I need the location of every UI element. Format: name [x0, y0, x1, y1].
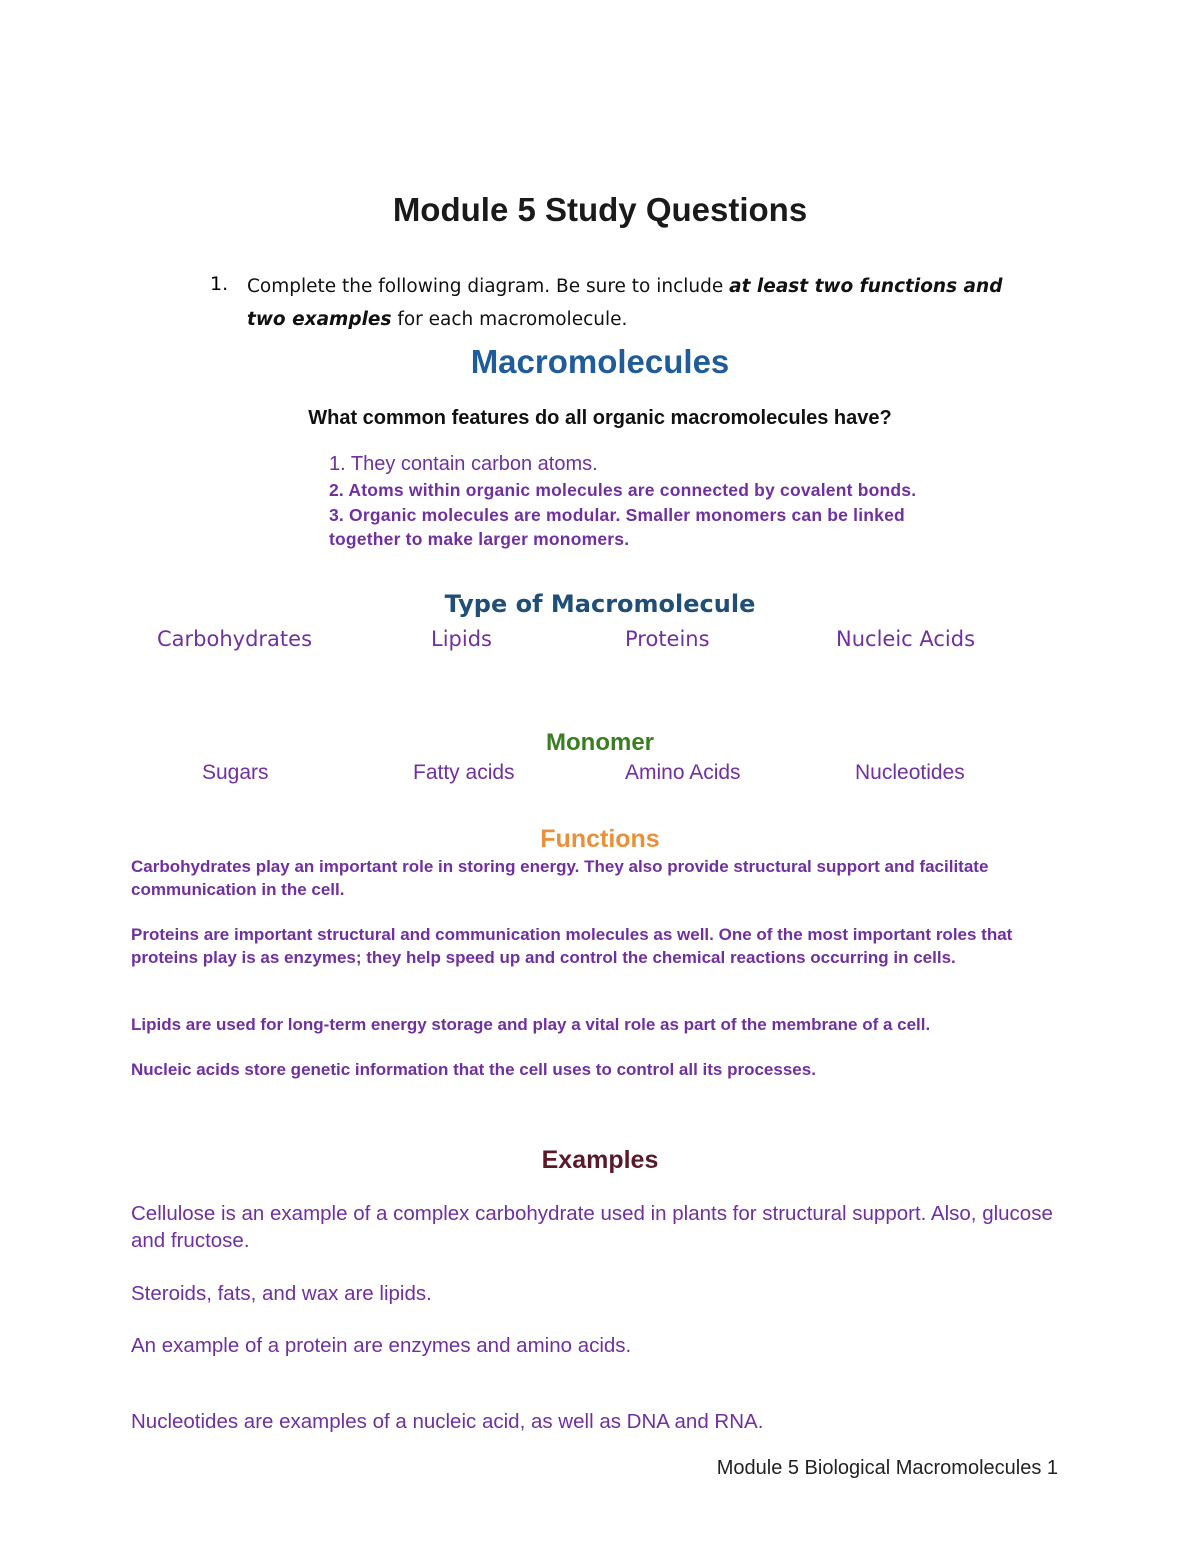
functions-heading: Functions [540, 825, 660, 853]
question-text [247, 270, 1047, 336]
monomer-amino-acids: Amino Acids [625, 761, 741, 784]
feature-item: 1. They contain carbon atoms. [329, 453, 598, 475]
question-emphasis-a: at least two functions and [729, 276, 1003, 297]
type-carbohydrates: Carbohydrates [157, 627, 313, 651]
function-carbohydrates: Carbohydrates play an important role in storing energy. They also provide structural support and facilitate communication in the cell. [131, 857, 989, 899]
common-features-question: What common features do all organic macromolecules have? [308, 407, 892, 429]
example-nucleic-acids: Nucleotides are examples of a nucleic acid, as well as DNA and RNA. [131, 1410, 764, 1433]
type-proteins: Proteins [625, 627, 710, 651]
function-lipids: Lipids are used for long-term energy storage and play a vital role as part of the membrane of a cell. [131, 1015, 931, 1034]
page-footer: Module 5 Biological Macromolecules 1 [716, 1457, 1058, 1479]
question-text-a: Complete the following diagram. Be sure to include [247, 276, 730, 297]
monomer-heading: Monomer [546, 729, 654, 756]
page-title: Module 5 Study Questions [392, 191, 808, 228]
example-proteins: An example of a protein are enzymes and amino acids. [131, 1334, 632, 1357]
type-heading: Type of Macromolecule [444, 590, 756, 618]
feature-item: 2. Atoms within organic molecules are connected by covalent bonds. [329, 480, 917, 500]
example-carbohydrates: Cellulose is an example of a complex carbohydrate used in plants for structural support. Also, glucose and fructose. [131, 1202, 1053, 1252]
example-lipids: Steroids, fats, and wax are lipids. [131, 1282, 432, 1305]
type-nucleic-acids: Nucleic Acids [836, 627, 976, 651]
question-number: 1. [210, 273, 229, 295]
question-text-b: for each macromolecule. [391, 309, 628, 330]
examples-heading: Examples [541, 1146, 659, 1174]
function-proteins: Proteins are important structural and communication molecules as well. One of the most important roles that proteins play is as enzymes; they help speed up and control the chemical reactions occurring in cells. [131, 925, 1013, 967]
macromolecules-heading: Macromolecules [470, 343, 730, 380]
monomer-nucleotides: Nucleotides [855, 761, 965, 784]
question-emphasis-b: two examples [247, 309, 392, 330]
function-nucleic-acids: Nucleic acids store genetic information that the cell uses to control all its processes. [131, 1060, 816, 1079]
monomer-sugars: Sugars [202, 761, 269, 784]
features-list [329, 450, 969, 552]
feature-item: 3. Organic molecules are modular. Smaller monomers can be linked together to make larger monomers. [329, 504, 905, 549]
monomer-fatty-acids: Fatty acids [413, 761, 515, 784]
type-lipids: Lipids [431, 627, 492, 651]
